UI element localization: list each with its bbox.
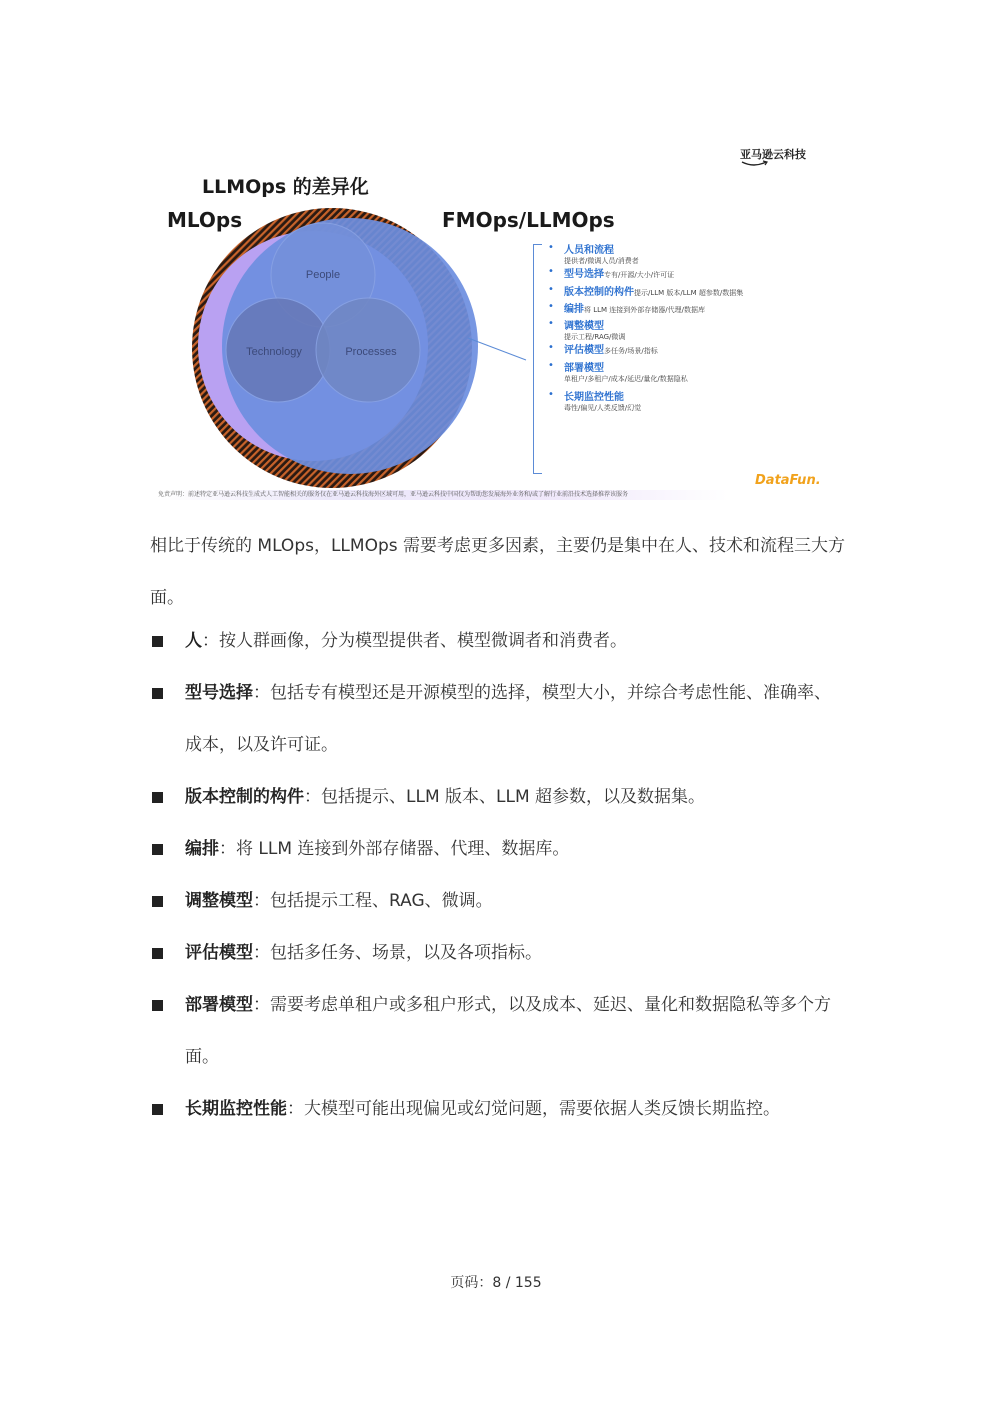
mlops-label: MLOps [167, 208, 243, 232]
feature-item: • 部署模型 单租户/多租户/成本/延迟/量化/数据隐私 [548, 360, 688, 383]
bullet-dot-icon: • [548, 301, 554, 312]
feature-list [548, 242, 828, 413]
list-item: 型号选择：包括专有模型还是开源模型的选择，模型大小，并综合考虑性能、准确率、成本，以及许可证。 [150, 667, 845, 771]
feature-item: • 评估模型多任务/场景/指标 [548, 342, 658, 356]
feature-item: • 长期监控性能 毒性/偏见/人类反馈/幻觉 [548, 389, 642, 412]
list-item: 人：按人群画像，分为模型提供者、模型微调者和消费者。 [150, 615, 845, 667]
feature-item: • 人员和流程 提供者/微调人员/消费者 [548, 242, 639, 265]
feature-item: • 编排将 LLM 连接到外部存储器/代理/数据库 [548, 301, 706, 315]
list-item: 调整模型：包括提示工程、RAG、微调。 [150, 875, 845, 927]
square-bullet-icon [152, 844, 163, 855]
square-bullet-icon [152, 1104, 163, 1115]
list-item: 部署模型：需要考虑单租户或多租户形式，以及成本、延迟、量化和数据隐私等多个方面。 [150, 979, 845, 1083]
factor-list [150, 615, 845, 1135]
venn-label-people: People [305, 269, 341, 281]
bullet-dot-icon: • [548, 284, 554, 295]
square-bullet-icon [152, 896, 163, 907]
disclaimer-bar: 免责声明：前述特定亚马逊云科技生成式人工智能相关的服务仅在亚马逊云科技海外区域可用，亚马逊云科技中国仅为帮助您发展海外业务和/或了解行业前沿技术选择推荐该服务 [158, 490, 728, 500]
fmops-label: FMOps/LLMOps [442, 208, 615, 232]
bullet-dot-icon: • [548, 360, 554, 371]
feature-item: • 调整模型 提示工程/RAG/微调 [548, 318, 626, 341]
bullet-dot-icon: • [548, 318, 554, 329]
square-bullet-icon [152, 688, 163, 699]
square-bullet-icon [152, 948, 163, 959]
list-item: 评估模型：包括多任务、场景，以及各项指标。 [150, 927, 845, 979]
square-bullet-icon [152, 1000, 163, 1011]
page-number: 页码：8 / 155 [450, 1275, 542, 1291]
slide-title: LLMOps 的差异化 [202, 176, 369, 198]
list-item: 长期监控性能：大模型可能出现偏见或幻觉问题，需要依据人类反馈长期监控。 [150, 1083, 845, 1135]
feature-bracket [533, 244, 542, 474]
feature-item: • 版本控制的构件提示/LLM 版本/LLM 超参数/数据集 [548, 284, 744, 298]
bullet-dot-icon: • [548, 242, 554, 253]
square-bullet-icon [152, 792, 163, 803]
bullet-dot-icon: • [548, 342, 554, 353]
venn-label-processes: Processes [345, 346, 397, 358]
bullet-dot-icon: • [548, 266, 554, 277]
feature-item: • 型号选择专有/开源/大小/许可证 [548, 266, 675, 280]
aws-logo-text: 亚马逊云科技 [740, 148, 806, 161]
aws-logo [740, 146, 820, 168]
list-item: 编排：将 LLM 连接到外部存储器、代理、数据库。 [150, 823, 845, 875]
bullet-dot-icon: • [548, 389, 554, 400]
slide-figure [150, 140, 840, 505]
datafun-logo: DataFun. [755, 473, 821, 488]
venn-label-technology: Technology [246, 346, 302, 358]
list-item: 版本控制的构件：包括提示、LLM 版本、LLM 超参数，以及数据集。 [150, 771, 845, 823]
intro-paragraph: 相比于传统的 MLOps，LLMOps 需要考虑更多因素，主要仍是集中在人、技术和流程三大方面。 [150, 536, 846, 608]
square-bullet-icon [152, 636, 163, 647]
